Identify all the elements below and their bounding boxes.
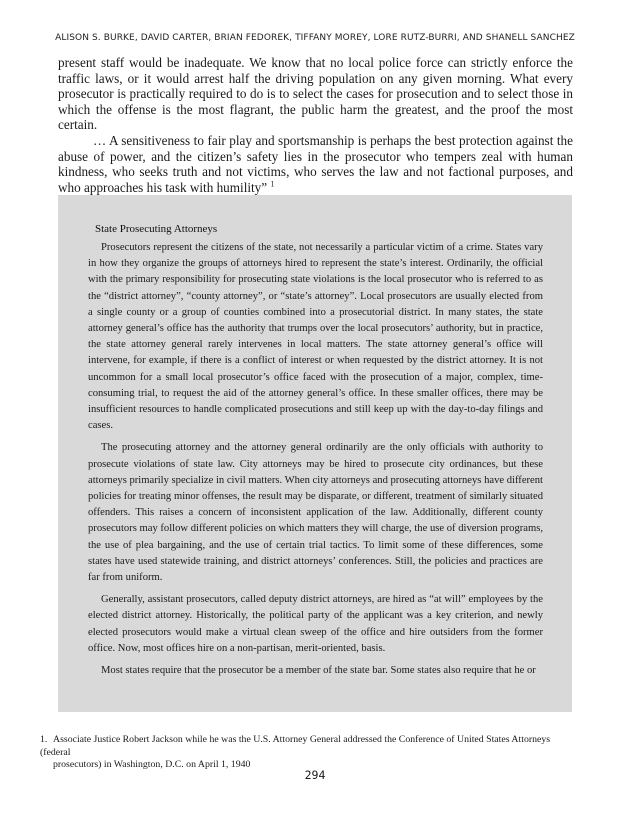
page-number: 294 [304,768,326,782]
footnote-number: 1. [40,734,48,745]
main-body-text [58,55,573,195]
sidebar-box [58,195,572,712]
body-paragraph-quote [58,133,573,195]
body-paragraph: present staff would be inadequate. We know that no local police force can strictly enforce the traffic laws, or it would arrest half the driving population on any given morning. What every prosecutor is practically required to do is to select the cases for prosecution and to select those in which the offense is the most flagrant, the public harm the greatest, and the proof the most certain. [58,55,573,133]
sidebar-paragraph: The prosecuting attorney and the attorney general ordinarily are the only officials with authority to prosecute violations of state law. City attorneys may be hired to prosecute city ordinances, but these attorneys primarily specialize in civil matters. When city attorneys and prosecuting attorneys have different policies for treating minor offenses, the result may be disparate, or different, treatment of similarly situated offenders. This raises a concern of inconsistent application of the law. Additionally, different county prosecutors may follow different policies on which matters they will charge, the use of diversion programs, the use of plea bargaining, and the use of certain trial tactics. To limit some of these differences, some states have used statewide training, and district attorneys’ conferences. Still, the policies and practices are far from uniform. [88,442,543,584]
running-head: ALISON S. BURKE, DAVID CARTER, BRIAN FEDOREK, TIFFANY MOREY, LORE RUTZ-BURRI, AND SHANELL SANCHEZ [55,33,575,43]
sidebar-paragraph: Prosecutors represent the citizens of the state, not necessarily a particular victim of a crime. States vary in how they organize the groups of attorneys hired to represent the state’s interest. Ordinarily, the official with the primary responsibility for prosecuting state violations is the local prosecutor who is referred to as the “district attorney”, “county attorney”, or “state’s attorney”. Local prosecutors are usually elected from a single county or a group of counties combined into a prosecutorial district. In many states, the state attorney general’s office has the authority that trumps over the local prosecutors’ authority, but in practice, the state attorney general rarely intervenes in local matters. The state attorney general’s office will intervene, for example, if there is a conflict of interest or when requested by the district attorney. It is not uncommon for a small local prosecutor’s office faced with the prosecution of a major, complex, time-consuming trial, to request the aid of the attorney general’s office. In these smaller offices, there may be insufficient resources to handle complicated prosecutions and still keep up with the day-to-day filings and cases. [88,242,543,432]
footnote-text-line-2: prosecutors) in Washington, D.C. on April 1, 1940 [53,759,251,770]
sidebar-paragraph: Generally, assistant prosecutors, called deputy district attorneys, are hired as “at will” employees by the elected district attorney. Historically, the political party of the applicant was a key criterion, and newly elected prosecutors would make a virtual clean sweep of the office and hire outsiders from the former office. Now, most offices hire on a non-partisan, merit-oriented, basis. [88,594,543,654]
footnote-reference[interactable]: 1 [270,179,275,189]
body-paragraph-text: … A sensitiveness to fair play and sportsmanship is perhaps the best protection against the abuse of power, and the citizen’s safety lies in the prosecutor who tempers zeal with human kindness, who seeks truth and not victims, who serves the law and not factional purposes, and who approaches his task with humility” [58,132,573,195]
footnote-text-line-1: Associate Justice Robert Jackson while he was the U.S. Attorney General addressed the Conference of United States Attorneys (federal [40,734,551,758]
footnote [40,734,570,772]
sidebar-paragraph: Most states require that the prosecutor be a member of the state bar. Some states also require that he or [101,665,536,677]
sidebar-title: State Prosecuting Attorneys [95,223,218,235]
